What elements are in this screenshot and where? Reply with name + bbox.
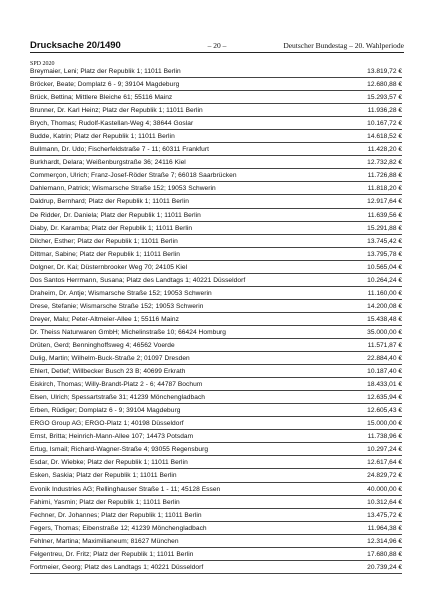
row-divider xyxy=(30,390,402,391)
list-item xyxy=(30,366,402,379)
list-item xyxy=(30,549,402,562)
donation-amount: 18.433,01 € xyxy=(367,381,402,389)
row-divider xyxy=(30,495,402,496)
donor-entry: Fahimi, Yasmin; Platz der Republik 1; 11011 Berlin xyxy=(30,498,180,506)
donation-amount: 10.167,72 € xyxy=(367,120,402,128)
list-item xyxy=(30,210,402,223)
row-divider xyxy=(30,442,402,443)
list-item xyxy=(30,340,402,353)
donor-entry: Dolgner, Dr. Kai; Düsternbrooker Weg 70; 24105 Kiel xyxy=(30,263,188,271)
donor-entry: Eiskirch, Thomas; Willy-Brandt-Platz 2 - 6; 44787 Bochum xyxy=(30,381,203,389)
list-item xyxy=(30,457,402,470)
donor-entry: Fegers, Thomas; Eibenstraße 12; 41239 Mönchengladbach xyxy=(30,524,207,532)
donation-amount: 15.000,00 € xyxy=(367,420,402,428)
list-item xyxy=(30,353,402,366)
donor-entry: Felgentreu, Dr. Fritz; Platz der Republik 1; 11011 Berlin xyxy=(30,550,194,558)
row-divider xyxy=(30,221,402,222)
row-divider xyxy=(30,181,402,182)
donor-entry: Bullmann, Dr. Udo; Fischerfeldstraße 7 - 11; 60311 Frankfurt xyxy=(30,146,210,154)
list-item xyxy=(30,431,402,444)
donation-amount: 11.160,00 € xyxy=(367,289,402,297)
donation-amount: 11.936,28 € xyxy=(367,107,402,115)
list-item xyxy=(30,236,402,249)
donor-entry: Drese, Stefanie; Wismarsche Straße 152; 19053 Schwerin xyxy=(30,302,204,310)
list-item xyxy=(30,444,402,457)
donation-amount: 10.297,24 € xyxy=(367,446,402,454)
donor-entry: ERGO Group AG; ERGO-Platz 1; 40198 Düsseldorf xyxy=(30,420,184,428)
list-item xyxy=(30,196,402,209)
donation-amount: 10.264,24 € xyxy=(367,276,402,284)
row-divider xyxy=(30,116,402,117)
list-item xyxy=(30,170,402,183)
row-divider xyxy=(30,351,402,352)
donation-amount: 11.818,20 € xyxy=(367,185,402,193)
donor-entry: Ertug, Ismail; Richard-Wagner-Straße 4; 93055 Regensburg xyxy=(30,446,209,454)
donor-entry: Dittmar, Sabine; Platz der Republik 1; 11011 Berlin xyxy=(30,250,181,258)
donor-entry: Fechner, Dr. Johannes; Platz der Republik 1; 11011 Berlin xyxy=(30,511,202,519)
list-item xyxy=(30,183,402,196)
list-item xyxy=(30,118,402,131)
list-item xyxy=(30,314,402,327)
row-divider xyxy=(30,560,402,561)
row-divider xyxy=(30,129,402,130)
row-divider xyxy=(30,103,402,104)
row-divider xyxy=(30,142,402,143)
donor-entry: Brück, Bettina; Mittlere Bleiche 61; 55116 Mainz xyxy=(30,94,173,102)
donor-entry: Draheim, Dr. Antje; Wismarsche Straße 152; 19053 Schwerin xyxy=(30,289,212,297)
row-divider xyxy=(30,468,402,469)
row-divider xyxy=(30,508,402,509)
donation-amount: 13.475,72 € xyxy=(367,511,402,519)
row-divider xyxy=(30,455,402,456)
donation-amount: 11.738,96 € xyxy=(367,433,402,441)
donor-entry: Burkhardt, Delara; Weißenburgstraße 36; 24116 Kiel xyxy=(30,159,186,167)
donor-entry: Budde, Katrin; Platz der Republik 1; 11011 Berlin xyxy=(30,133,175,141)
donor-entry: Dr. Theiss Naturwaren GmbH; Michelinstraße 10; 66424 Homburg xyxy=(30,328,227,336)
donation-amount: 11.964,38 € xyxy=(367,524,402,532)
row-divider xyxy=(30,364,402,365)
donation-amount: 22.884,40 € xyxy=(367,355,402,363)
list-item xyxy=(30,66,402,79)
donation-amount: 11.639,56 € xyxy=(367,211,402,219)
donation-amount: 12.680,88 € xyxy=(367,81,402,89)
row-divider xyxy=(30,312,402,313)
row-divider xyxy=(30,194,402,195)
donation-amount: 11.726,88 € xyxy=(367,172,402,180)
donation-amount: 10.312,64 € xyxy=(367,498,402,506)
row-divider xyxy=(30,286,402,287)
row-divider xyxy=(30,247,402,248)
donation-amount: 12.314,96 € xyxy=(367,537,402,545)
row-divider xyxy=(30,77,402,78)
donor-entry: Ernst, Britta; Heinrich-Mann-Allee 107; 14473 Potsdam xyxy=(30,433,194,441)
donation-amount: 15.291,88 € xyxy=(367,224,402,232)
donor-entry: Fortmeier, Georg; Platz des Landtags 1; 40221 Düsseldorf xyxy=(30,563,204,571)
donor-entry: Daldrup, Bernhard; Platz der Republik 1; 11011 Berlin xyxy=(30,198,189,206)
donor-entry: Breymaier, Leni; Platz der Republik 1; 11011 Berlin xyxy=(30,68,181,75)
publisher-title: Deutscher Bundestag – 20. Wahlperiode xyxy=(283,41,404,50)
list-item xyxy=(30,405,402,418)
donor-entry: Elsen, Ulrich; Spessartstraße 31; 41239 Mönchengladbach xyxy=(30,394,206,402)
row-divider xyxy=(30,325,402,326)
list-item xyxy=(30,262,402,275)
row-divider xyxy=(30,416,402,417)
donor-entry: Esken, Saskia; Platz der Republik 1; 11011 Berlin xyxy=(30,472,177,480)
donation-list xyxy=(30,66,402,575)
donor-entry: Brych, Thomas; Rudolf-Kastellan-Weg 4; 38644 Goslar xyxy=(30,120,194,128)
row-divider xyxy=(30,377,402,378)
row-divider xyxy=(30,168,402,169)
donation-amount: 14.618,52 € xyxy=(367,133,402,141)
row-divider xyxy=(30,155,402,156)
row-divider xyxy=(30,208,402,209)
donation-amount: 12.605,43 € xyxy=(367,407,402,415)
page-header xyxy=(30,40,404,53)
donation-amount: 15.438,48 € xyxy=(367,315,402,323)
row-divider xyxy=(30,403,402,404)
donor-entry: Dreyer, Malu; Peter-Altmeier-Allee 1; 55116 Mainz xyxy=(30,315,179,323)
donation-amount: 17.680,88 € xyxy=(367,550,402,558)
row-divider xyxy=(30,260,402,261)
list-item xyxy=(30,92,402,105)
donor-entry: Brunner, Dr. Karl Heinz; Platz der Republik 1; 11011 Berlin xyxy=(30,107,203,115)
row-divider xyxy=(30,429,402,430)
donor-entry: Dulig, Martin; Wilhelm-Buck-Straße 2; 01097 Dresden xyxy=(30,355,190,363)
row-divider xyxy=(30,482,402,483)
list-item xyxy=(30,523,402,536)
row-divider xyxy=(30,547,402,548)
donation-amount: 12.635,94 € xyxy=(367,394,402,402)
list-item xyxy=(30,223,402,236)
list-item xyxy=(30,536,402,549)
list-item xyxy=(30,288,402,301)
donor-entry: Dos Santos Herrmann, Susana; Platz des Landtags 1; 40221 Düsseldorf xyxy=(30,276,246,284)
list-item xyxy=(30,79,402,92)
list-item xyxy=(30,562,402,575)
list-item xyxy=(30,301,402,314)
donor-entry: Fehlner, Martina; Maximilianeum; 81627 München xyxy=(30,537,179,545)
donation-amount: 10.187,40 € xyxy=(367,368,402,376)
donation-amount: 12.732,82 € xyxy=(367,159,402,167)
row-divider xyxy=(30,90,402,91)
donation-amount: 35.000,00 € xyxy=(367,328,402,336)
donation-amount: 13.745,42 € xyxy=(367,237,402,245)
donation-amount: 11.571,87 € xyxy=(367,341,402,349)
list-item xyxy=(30,418,402,431)
donor-entry: Dahlemann, Patrick; Wismarsche Straße 152; 19053 Schwerin xyxy=(30,185,216,193)
document-number: Drucksache 20/1490 xyxy=(30,40,121,51)
donor-entry: Dilcher, Esther; Platz der Republik 1; 11011 Berlin xyxy=(30,237,178,245)
row-divider xyxy=(30,234,402,235)
list-item xyxy=(30,157,402,170)
donation-amount: 24.829,72 € xyxy=(367,472,402,480)
list-item xyxy=(30,144,402,157)
row-divider xyxy=(30,299,402,300)
list-item xyxy=(30,392,402,405)
donation-amount: 20.739,24 € xyxy=(367,563,402,571)
donation-amount: 11.428,20 € xyxy=(367,146,402,154)
donor-entry: Drüten, Gerd; Benninghoffsweg 4; 46562 Voerde xyxy=(30,341,175,349)
list-item xyxy=(30,510,402,523)
donor-entry: Bröcker, Beate; Domplatz 6 - 9; 39104 Magdeburg xyxy=(30,81,180,89)
list-item xyxy=(30,327,402,340)
donation-amount: 13.819,72 € xyxy=(367,68,402,75)
donation-amount: 15.293,57 € xyxy=(367,94,402,102)
row-divider xyxy=(30,273,402,274)
donor-entry: Commerçon, Ulrich; Franz-Josef-Röder Straße 7; 66018 Saarbrücken xyxy=(30,172,237,180)
list-item xyxy=(30,105,402,118)
list-item xyxy=(30,379,402,392)
page-number: – 20 – xyxy=(207,41,227,50)
donor-entry: Ehlert, Detlef; Willbecker Busch 23 B; 40699 Erkrath xyxy=(30,368,186,376)
list-item xyxy=(30,470,402,483)
donor-entry: De Ridder, Dr. Daniela; Platz der Republik 1; 11011 Berlin xyxy=(30,211,201,219)
list-item xyxy=(30,484,402,497)
list-item xyxy=(30,131,402,144)
row-divider xyxy=(30,338,402,339)
donation-amount: 14.200,08 € xyxy=(367,302,402,310)
donation-amount: 12.917,64 € xyxy=(367,198,402,206)
donation-amount: 13.795,78 € xyxy=(367,250,402,258)
donor-entry: Diaby, Dr. Karamba; Platz der Republik 1; 11011 Berlin xyxy=(30,224,193,232)
list-item xyxy=(30,497,402,510)
list-item xyxy=(30,275,402,288)
donor-entry: Erben, Rüdiger; Domplatz 6 - 9; 39104 Magdeburg xyxy=(30,407,181,415)
donation-amount: 10.565,04 € xyxy=(367,263,402,271)
section-subtitle: SPD 2020 xyxy=(30,61,55,67)
list-item xyxy=(30,249,402,262)
donor-entry: Evonik Industries AG; Rellinghauser Straße 1 - 11; 45128 Essen xyxy=(30,485,221,493)
row-divider xyxy=(30,521,402,522)
donation-amount: 40.000,00 € xyxy=(367,485,402,493)
row-divider xyxy=(30,534,402,535)
row-divider xyxy=(30,573,402,574)
donor-entry: Esdar, Dr. Wiebke; Platz der Republik 1; 11011 Berlin xyxy=(30,459,188,467)
donation-amount: 12.617,64 € xyxy=(367,459,402,467)
